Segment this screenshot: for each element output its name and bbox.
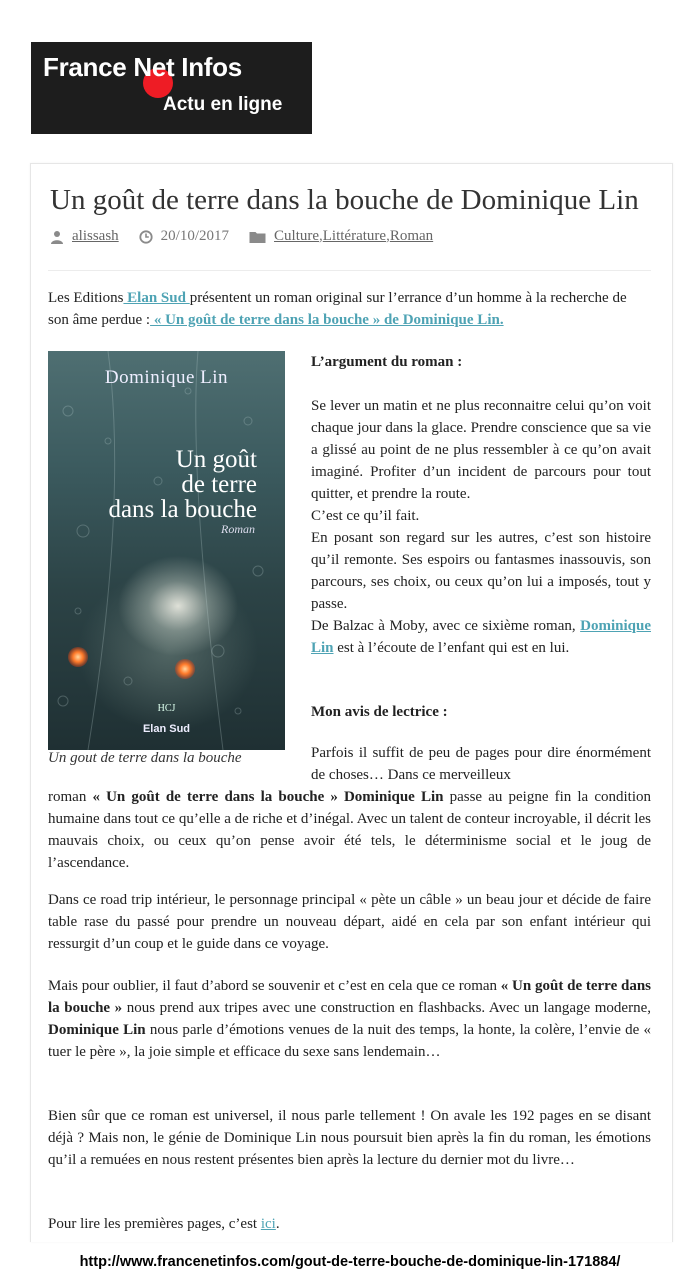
- publisher-link[interactable]: Elan Sud: [123, 290, 190, 306]
- source-url: http://www.francenetinfos.com/gout-de-terre-bouche-de-dominique-lin-171884/: [79, 1254, 621, 1270]
- review-paragraph-4: Bien sûr que ce roman est universel, il nous parle tellement ! On avale les 192 pages en se disant déjà ? Mais non, le génie de Dominique Lin nous poursuit bien après la fin du roman, les émotions qu’il a remuées en nous restent présentes bien après la lecture du dernier mot du livre…: [48, 1108, 651, 1168]
- argument-paragraph-1: Se lever un matin et ne plus reconnaitre celui qu’on voit chaque jour dans la glace. Prendre conscience que sa vie a glissé au point de ne plus ressembler à ce qu’on avait imaginé. Profiter d’un incident de parcours pour tout quitter, et prendre la route.: [311, 398, 651, 502]
- argument-heading: L’argument du roman :: [311, 354, 463, 370]
- cover-genre: Roman: [221, 522, 255, 536]
- book-cover-image[interactable]: [48, 351, 285, 750]
- first-pages-link[interactable]: ici: [260, 1216, 276, 1232]
- argument-paragraph-3: En posant son regard sur les autres, c’est son histoire qu’il remonte. Ses espoirs ou fantasmes inassouvis, son parcours, ses choix, ou ceux qu’on lui a imposés, tout y passe.: [311, 530, 651, 612]
- article-meta: alissash 20/10/2017 Culture , Littérature , Roman: [50, 228, 433, 245]
- review-paragraph-1b: roman « Un goût de terre dans la bouche » Dominique Lin passe au peigne fin la condition humaine dans tout ce qu’elle a de riche et d’inégal. Avec un talent de conteur incroyable, il décrit les mauvais choix, ou ceux qu’on pense avoir été tels, le déterminisme social et le joug de l’ascendance.: [48, 789, 651, 871]
- logo-subtitle: Actu en ligne: [163, 94, 283, 115]
- cover-author: Dominique Lin: [104, 367, 229, 388]
- argument-paragraph-4: De Balzac à Moby, avec ce sixième roman, Dominique Lin est à l’écoute de l’enfant qui est en lui.: [311, 618, 651, 656]
- divider: [48, 270, 651, 271]
- article-title: Un goût de terre dans la bouche de Dominique Lin: [50, 184, 639, 216]
- cover-imprint: HCJ: [157, 703, 176, 714]
- review-heading: Mon avis de lectrice :: [311, 704, 448, 720]
- category-culture[interactable]: Culture: [274, 228, 320, 244]
- logo-title: France Net Infos: [43, 52, 242, 82]
- clock-icon: [139, 230, 153, 244]
- cover-publisher: Elan Sud: [142, 723, 191, 735]
- user-icon: [50, 230, 64, 244]
- category-litterature[interactable]: Littérature: [322, 228, 387, 244]
- review-paragraph-3: Mais pour oublier, il faut d’abord se souvenir et c’est en cela que ce roman « Un goût de terre dans la bouche » nous prend aux tripes avec une construction en flashbacks. Avec un langage moderne, Dominique Lin nous parle d’émotions venues de la nuit des temps, la honte, la colère, l’envie de « tuer le père », la joie simple et efficace du sexe sans lendemain…: [48, 978, 652, 1060]
- site-logo[interactable]: [31, 42, 312, 134]
- book-link[interactable]: « Un goût de terre dans la bouche » de Dominique Lin.: [150, 312, 504, 328]
- cover-caption: Un gout de terre dans la bouche: [48, 750, 242, 766]
- category-roman[interactable]: Roman: [389, 228, 434, 244]
- review-paragraph-2: Dans ce road trip intérieur, le personnage principal « pète un câble » un beau jour et décide de faire table rase du passé pour prendre un nouveau départ, aidé en cela par son enfant intérieur qui ressurgit d’un coup et le guide dans ce voyage.: [48, 892, 651, 952]
- intro-paragraph: Les Editions Elan Sud présentent un roman original sur l’errance d’un homme à la recherche de son âme perdue : « Un goût de terre dans la bouche » de Dominique Lin.: [48, 290, 627, 328]
- article-date: 20/10/2017: [160, 228, 230, 244]
- rain-drops: [48, 351, 285, 750]
- argument-paragraph-2: C’est ce qu’il fait.: [311, 508, 420, 524]
- car-light-left: [68, 647, 88, 667]
- review-paragraph-1a: Parfois il suffit de peu de pages pour dire énormément de choses… Dans ce merveilleux: [311, 745, 651, 783]
- cover-title: Un goût de terre dans la bouche: [108, 446, 257, 523]
- folder-icon: [249, 230, 266, 244]
- review-paragraph-5: Pour lire les premières pages, c’est ici.: [48, 1216, 280, 1232]
- author-name-link[interactable]: Dominique Lin: [311, 618, 651, 656]
- author-link[interactable]: alissash: [72, 228, 119, 244]
- car-light-right: [175, 659, 195, 679]
